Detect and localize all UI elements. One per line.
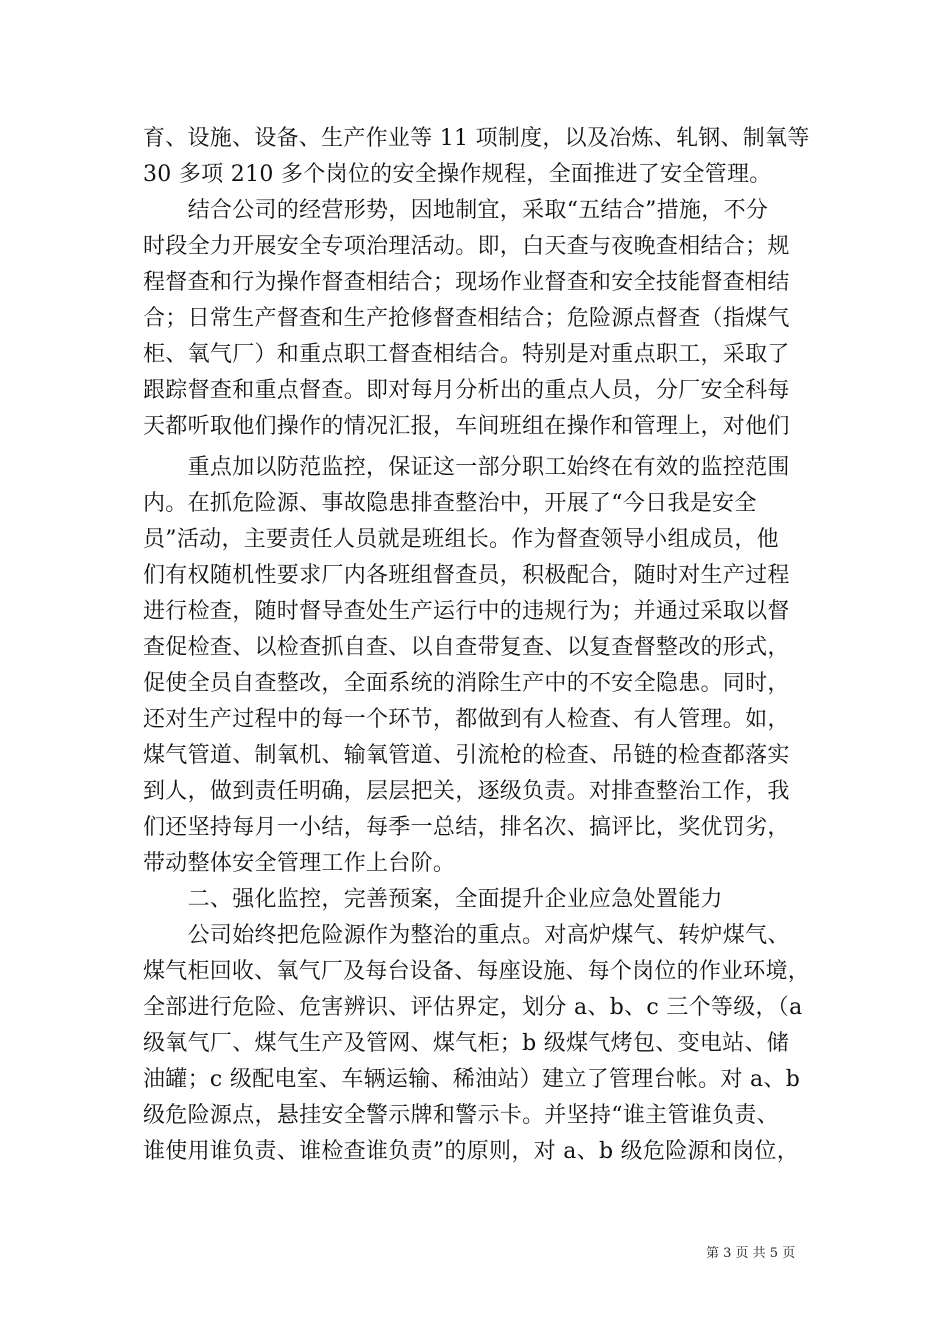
text-line: 结合公司的经营形势，因地制宜，采取“五结合”措施，不分 <box>143 198 769 223</box>
text-line: 到人，做到责任明确，层层把关，逐级负责。对排查整治工作，我 <box>143 779 790 804</box>
text-line: 油罐；c 级配电室、车辆运输、稀油站）建立了管理台帐。对 a、b <box>143 1067 801 1092</box>
text-line: 进行检查，随时督导查处生产运行中的违规行为；并通过采取以督 <box>143 599 790 624</box>
text-line: 们还坚持每月一小结，每季一总结，排名次、搞评比，奖优罚劣， <box>143 815 790 840</box>
text-line: 煤气管道、制氧机、输氧管道、引流枪的检查、吊链的检查都落实 <box>143 743 790 768</box>
text-line: 育、设施、设备、生产作业等 11 项制度，以及冶炼、轧钢、制氧等 <box>143 126 810 151</box>
text-line: 级氧气厂、煤气生产及管网、煤气柜；b 级煤气烤包、变电站、储 <box>143 1031 790 1056</box>
text-line: 谁使用谁负责、谁检查谁负责”的原则，对 a、b 级危险源和岗位， <box>143 1139 800 1164</box>
text-line: 时段全力开展安全专项治理活动。即，白天查与夜晚查相结合；规 <box>143 234 790 259</box>
text-line: 促使全员自查整改，全面系统的消除生产中的不安全隐患。同时， <box>143 671 790 696</box>
text-line: 级危险源点，悬挂安全警示牌和警示卡。并坚持“谁主管谁负责、 <box>143 1103 779 1128</box>
text-line: 合；日常生产督查和生产抢修督查相结合；危险源点督查（指煤气 <box>143 306 790 331</box>
section-heading: 二、强化监控，完善预案，全面提升企业应急处置能力 <box>143 887 723 912</box>
text-line: 们有权随机性要求厂内各班组督查员，积极配合，随时对生产过程 <box>143 563 790 588</box>
text-line: 天都听取他们操作的情况汇报，车间班组在操作和管理上，对他们 <box>143 414 790 439</box>
text-line: 员”活动，主要责任人员就是班组长。作为督查领导小组成员，他 <box>143 527 779 552</box>
text-line: 还对生产过程中的每一个环节，都做到有人检查、有人管理。如， <box>143 707 790 732</box>
text-line: 公司始终把危险源作为整治的重点。对高炉煤气、转炉煤气、 <box>143 923 790 948</box>
text-line: 带动整体安全管理工作上台阶。 <box>143 851 456 876</box>
text-line: 重点加以防范监控，保证这一部分职工始终在有效的监控范围 <box>143 455 790 480</box>
text-line: 30 多项 210 多个岗位的安全操作规程，全面推进了安全管理。 <box>143 162 772 187</box>
text-line: 程督查和行为操作督查相结合；现场作业督查和安全技能督查相结 <box>143 270 790 295</box>
page-number: 第 3 页 共 5 页 <box>706 1246 796 1261</box>
text-line: 全部进行危险、危害辨识、评估界定，划分 a、b、c 三个等级，（a <box>143 995 803 1020</box>
text-line: 柜、氧气厂）和重点职工督查相结合。特别是对重点职工，采取了 <box>143 342 790 367</box>
text-line: 查促检查、以检查抓自查、以自查带复查、以复查督整改的形式， <box>143 635 790 660</box>
text-line: 跟踪督查和重点督查。即对每月分析出的重点人员，分厂安全科每 <box>143 378 790 403</box>
text-line: 煤气柜回收、氧气厂及每台设备、每座设施、每个岗位的作业环境， <box>143 959 811 984</box>
text-line: 内。在抓危险源、事故隐患排查整治中，开展了“今日我是安全 <box>143 491 757 516</box>
